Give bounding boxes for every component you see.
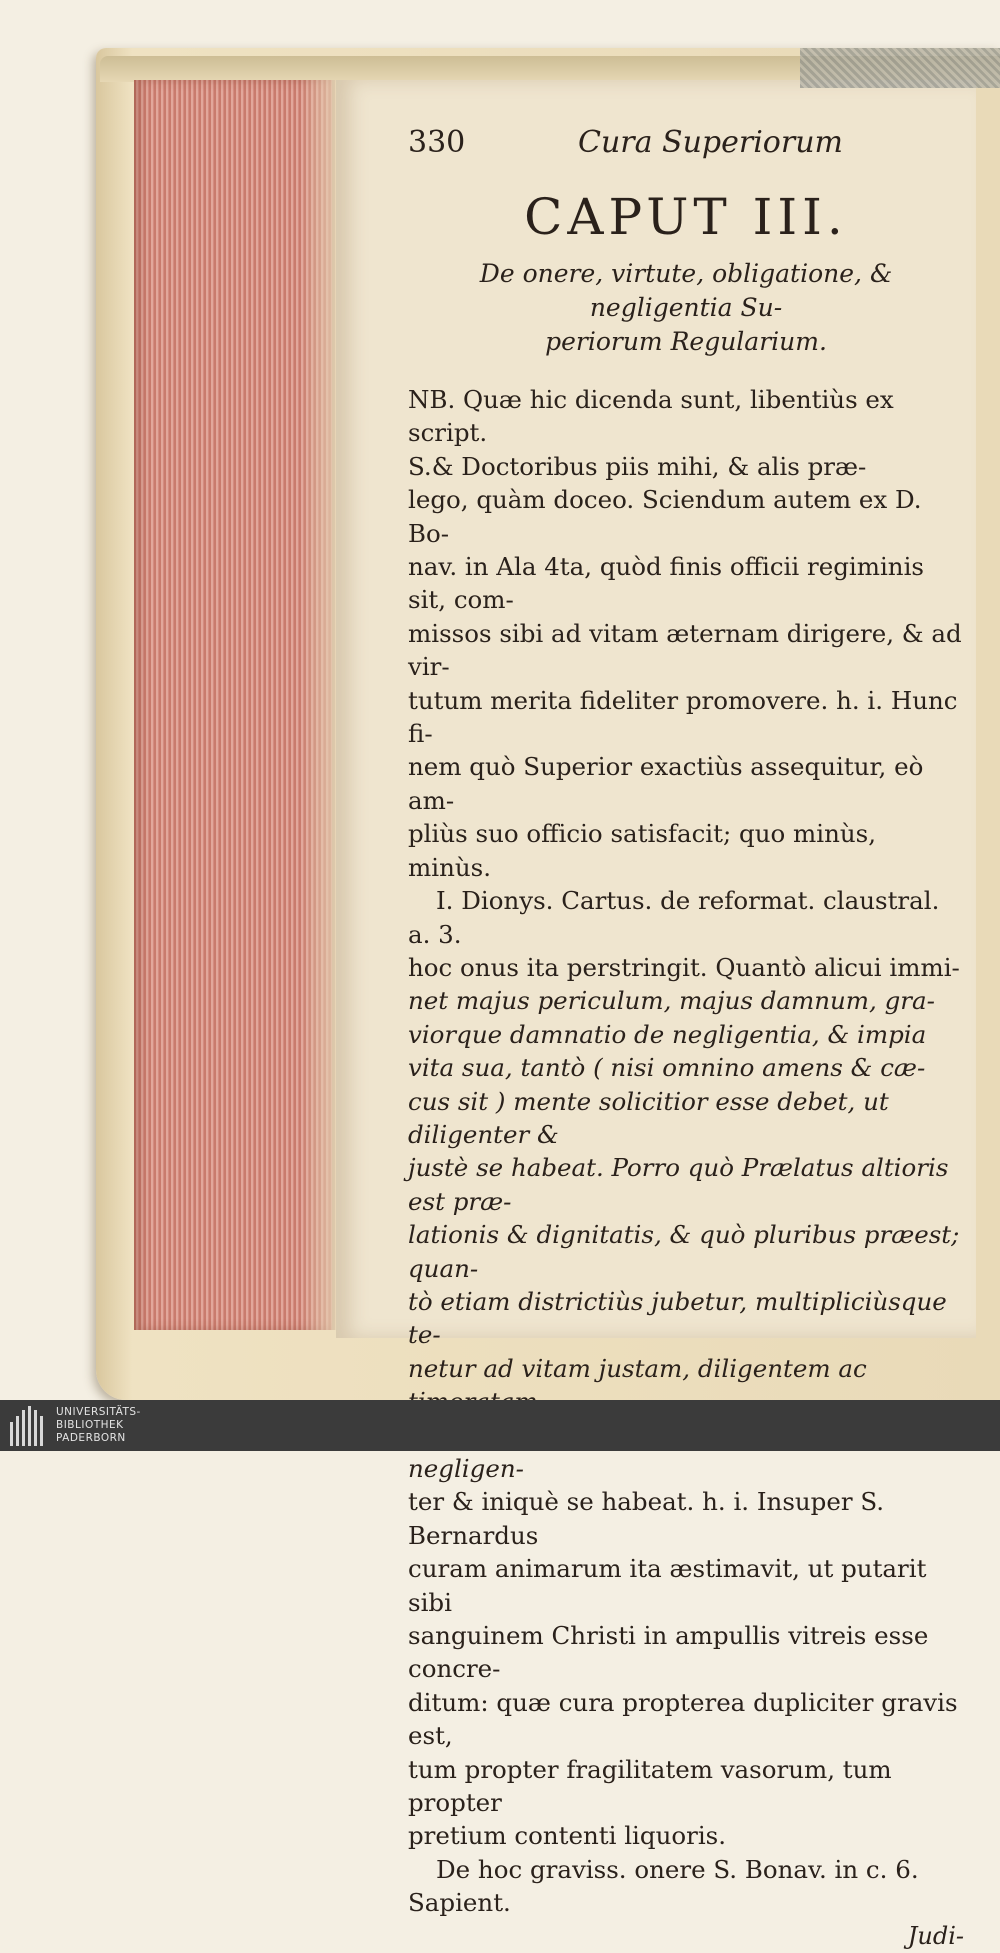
text-line: cus sit ) mente solicitior esse debet, ut diligenter & [408,1086,889,1149]
text-line: ter & iniquè se habeat. h. i. Insuper S. Bernardus [408,1487,885,1550]
text-line: S.& Doctoribus piis mihi, & alis præ- [408,451,867,481]
text-line: viorque damnatio de negligentia, & impia [408,1019,927,1049]
text-line: tutum merita fideliter promovere. h. i. Hunc fi- [408,685,958,749]
cover-corner [800,48,1000,88]
text-line: I. Dionys. Cartus. de reformat. claustral. a. 3. [408,886,940,949]
text-line: De hoc graviss. onere S. Bonav. in c. 6. Sapient. [408,1854,919,1918]
library-footer [0,1400,1000,1451]
running-title: Cura Superiorum [578,125,843,160]
library-logo-icon [8,1406,48,1446]
text-line: missos sibi ad vitam æternam dirigere, & ad vir- [408,618,962,682]
text-line: sanguinem Christi in ampullis vitreis esse concre- [408,1621,929,1684]
text-line: tum propter fragilitatem vasorum, tum propter [408,1754,892,1818]
text-line: tò etiam districtiùs jubetur, multipliciùsque te- [408,1286,947,1350]
text-line: pretium contenti liquoris. [408,1821,727,1851]
text-line: justè se habeat. Porro quò Prælatus altioris est præ- [408,1153,949,1216]
subtitle-line: periorum Regularium. [545,327,827,356]
body-text [408,383,964,1953]
chapter-subtitle [408,257,964,359]
text-line: vita sua, tantò ( nisi omnino amens & cæ- [408,1053,926,1083]
text-line: negligen- [408,1454,524,1483]
text-line: nav. in Ala 4ta, quòd finis officii regiminis sit, com- [408,552,924,615]
text-line: ditum: quæ cura propterea dupliciter gravis est, [408,1687,958,1751]
text-line: net majus periculum, majus damnum, gra- [408,986,935,1016]
chapter-title: CAPUT III. [524,188,848,246]
running-header [408,125,964,173]
text-line: netur ad vitam justam, diligentem ac [408,1353,867,1383]
text-line: NB. Quæ hic dicenda sunt, libentiùs ex script. [408,385,894,448]
text-line: pliùs suo officio satisfacit; quo minùs, minùs. [408,819,877,882]
page-number: 330 [408,125,466,160]
text-line: lationis & dignitatis, & quò pluribus præest; quan- [408,1220,960,1283]
library-name-line: PADERBORN [56,1432,126,1444]
library-name-line: UNIVERSITÄTS- [56,1406,141,1418]
page-edge-shade [300,80,340,1330]
subtitle-line: De onere, virtute, obligatione, & negligentia Su- [479,259,893,322]
text-line: lego, quàm doceo. Sciendum autem ex D. Bo- [408,485,922,548]
catchword: Judi- [907,1921,964,1950]
library-name [56,1406,141,1445]
page-text [408,125,964,1953]
text-line: curam animarum ita æstimavit, ut putarit sibi [408,1554,927,1617]
text-line: hoc onus ita perstringit. Quantò alicui immi- [408,952,960,982]
text-line: nem quò Superior exactiùs assequitur, eò am- [408,752,924,815]
library-name-line: BIBLIOTHEK [56,1419,124,1431]
